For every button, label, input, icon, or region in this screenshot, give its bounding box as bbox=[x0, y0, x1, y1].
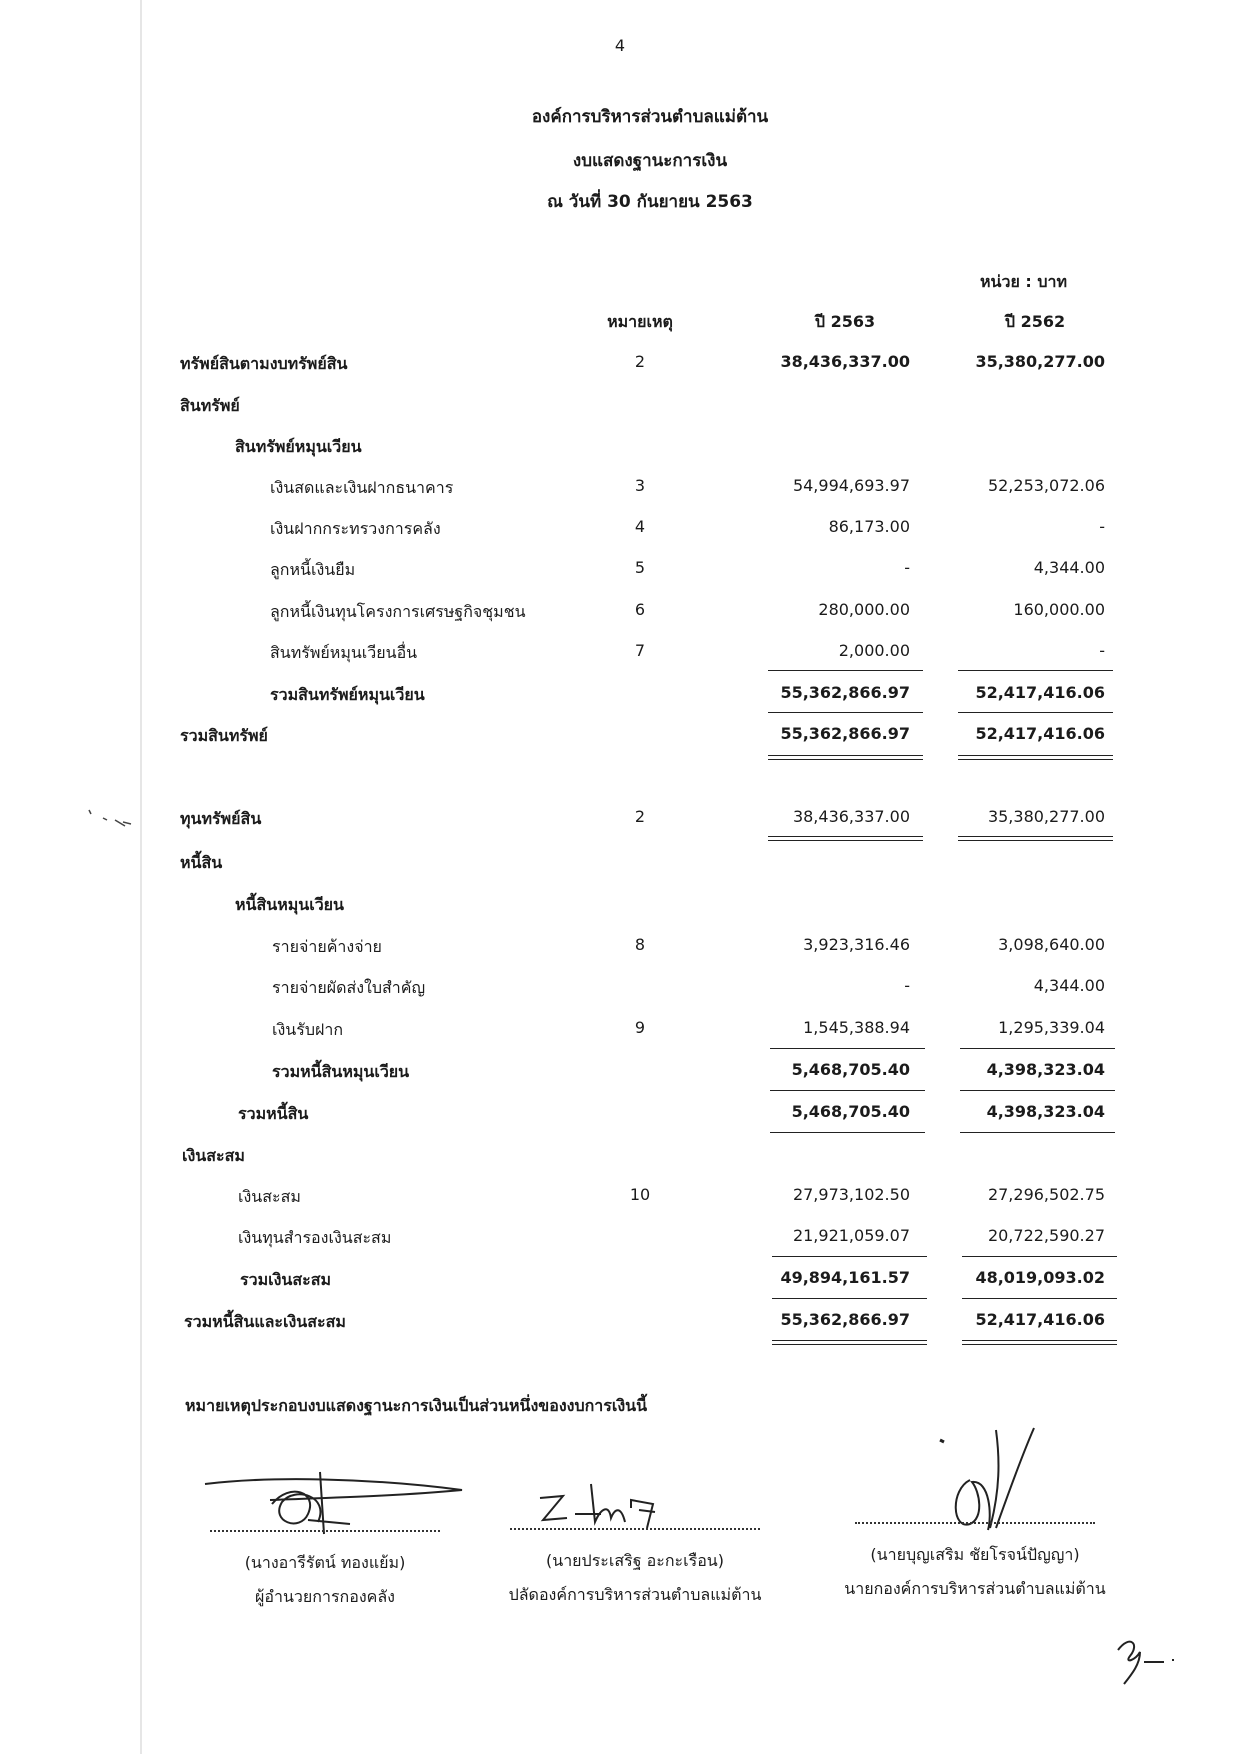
row-value-2562: 35,380,277.00 bbox=[987, 807, 1105, 826]
row-label: สินทรัพย์หมุนเวียน bbox=[235, 437, 362, 456]
org-name: องค์การบริหารส่วนตำบลแม่ต้าน bbox=[531, 107, 769, 127]
row-value-2562: - bbox=[1099, 641, 1105, 660]
row-accumulated-funds bbox=[0, 1185, 1240, 1211]
row-value-2563: 21,921,059.07 bbox=[792, 1226, 910, 1245]
total-double-rule bbox=[958, 836, 1113, 841]
row-treasury-deposits bbox=[0, 517, 1240, 543]
row-label: ลูกหนี้เงินยืม bbox=[270, 560, 356, 579]
subtotal-rule bbox=[770, 1132, 925, 1133]
row-label: สินทรัพย์ bbox=[180, 396, 240, 415]
page-number: 4 bbox=[614, 36, 626, 55]
row-value-2562: 4,398,323.04 bbox=[986, 1102, 1105, 1121]
subtotal-rule bbox=[960, 1132, 1115, 1133]
row-label: รวมสินทรัพย์ bbox=[180, 726, 268, 745]
row-total-current-assets bbox=[0, 683, 1240, 709]
row-value-2563: 55,362,866.97 bbox=[780, 683, 910, 702]
row-value-2562: - bbox=[1099, 517, 1105, 536]
row-value-2562: 48,019,093.02 bbox=[975, 1268, 1105, 1287]
row-value-2562: 20,722,590.27 bbox=[987, 1226, 1105, 1245]
row-value-2562: 52,417,416.06 bbox=[975, 683, 1105, 702]
subtotal-rule bbox=[772, 1256, 927, 1257]
statement-title: งบแสดงฐานะการเงิน bbox=[572, 151, 728, 171]
signatory-name: (นายประเสริฐ อะกะเรือน) bbox=[546, 1551, 724, 1570]
row-value-2563: 5,468,705.40 bbox=[791, 1060, 910, 1079]
row-total-accumulated-funds bbox=[0, 1268, 1240, 1294]
row-label: เงินสดและเงินฝากธนาคาร bbox=[270, 478, 454, 497]
row-label: รายจ่ายค้างจ่าย bbox=[272, 937, 382, 956]
row-value-2562: 3,098,640.00 bbox=[998, 935, 1105, 954]
row-note: 4 bbox=[634, 517, 646, 536]
row-note: 3 bbox=[634, 476, 646, 495]
subtotal-rule bbox=[962, 1298, 1117, 1299]
subtotal-rule bbox=[770, 1090, 925, 1091]
row-label: ทรัพย์สินตามงบทรัพย์สิน bbox=[180, 354, 348, 373]
row-value-2563: 55,362,866.97 bbox=[780, 724, 910, 743]
row-value-2563: 38,436,337.00 bbox=[792, 807, 910, 826]
row-value-2563: 54,994,693.97 bbox=[792, 476, 910, 495]
row-note: 2 bbox=[634, 807, 646, 826]
row-label: รวมหนี้สินหมุนเวียน bbox=[272, 1062, 410, 1081]
row-value-2563: 2,000.00 bbox=[838, 641, 910, 660]
subtotal-rule bbox=[960, 1048, 1115, 1049]
row-label: รวมหนี้สินและเงินสะสม bbox=[184, 1312, 346, 1331]
footnote: หมายเหตุประกอบงบแสดงฐานะการเงินเป็นส่วนหนึ่งของงบการเงินนี้ bbox=[185, 1396, 648, 1415]
row-label: ทุนทรัพย์สิน bbox=[180, 809, 262, 828]
row-value-2562: 52,253,072.06 bbox=[987, 476, 1105, 495]
row-total-assets bbox=[0, 724, 1240, 750]
row-value-2563: 38,436,337.00 bbox=[780, 352, 910, 371]
row-label: หนี้สิน bbox=[180, 853, 223, 872]
margin-scribble bbox=[85, 806, 145, 830]
row-note: 7 bbox=[634, 641, 646, 660]
row-value-2563: 1,545,388.94 bbox=[803, 1018, 910, 1037]
signatory-title: ปลัดองค์การบริหารส่วนตำบลแม่ต้าน bbox=[508, 1585, 762, 1604]
scan-margin-line bbox=[140, 0, 142, 1754]
column-header-2563: ปี 2563 bbox=[814, 312, 876, 331]
section-accumulated-funds bbox=[0, 1144, 1240, 1170]
row-value-2562: 4,344.00 bbox=[1033, 976, 1105, 995]
row-value-2562: 4,344.00 bbox=[1033, 558, 1105, 577]
signature-line bbox=[855, 1522, 1095, 1524]
subtotal-rule bbox=[770, 1048, 925, 1049]
row-label: เงินสะสม bbox=[238, 1187, 301, 1206]
row-label: เงินสะสม bbox=[182, 1146, 245, 1165]
row-pending-vouchers bbox=[0, 976, 1240, 1002]
subtotal-rule bbox=[772, 1298, 927, 1299]
section-liabilities bbox=[0, 851, 1240, 877]
subtotal-rule bbox=[958, 712, 1113, 713]
row-label: รวมหนี้สิน bbox=[238, 1104, 309, 1123]
initials-scribble bbox=[1110, 1630, 1180, 1690]
subtotal-rule bbox=[768, 712, 923, 713]
row-label: รวมเงินสะสม bbox=[240, 1270, 332, 1289]
signature-block-chief-administrator bbox=[490, 1528, 780, 1612]
row-value-2563: 86,173.00 bbox=[828, 517, 910, 536]
row-total-liabilities bbox=[0, 1102, 1240, 1128]
row-label: รวมสินทรัพย์หมุนเวียน bbox=[270, 685, 425, 704]
statement-date: ณ วันที่ 30 กันยายน 2563 bbox=[547, 192, 753, 212]
row-loan-receivables bbox=[0, 558, 1240, 584]
signature-line bbox=[510, 1528, 760, 1530]
section-assets bbox=[0, 394, 1240, 420]
row-label: ลูกหนี้เงินทุนโครงการเศรษฐกิจชุมชน bbox=[270, 602, 526, 621]
signature-line bbox=[210, 1530, 440, 1532]
row-deposits-received bbox=[0, 1018, 1240, 1044]
total-double-rule bbox=[962, 1340, 1117, 1345]
row-value-2562: 4,398,323.04 bbox=[986, 1060, 1105, 1079]
row-value-2563: - bbox=[904, 976, 910, 995]
signature-block-mayor bbox=[830, 1522, 1120, 1606]
row-note: 9 bbox=[634, 1018, 646, 1037]
row-value-2563: 3,923,316.46 bbox=[803, 935, 910, 954]
row-note: 2 bbox=[634, 352, 646, 371]
row-property-assets bbox=[0, 352, 1240, 378]
row-cash-deposits bbox=[0, 476, 1240, 502]
row-value-2563: - bbox=[904, 558, 910, 577]
row-value-2562: 160,000.00 bbox=[1013, 600, 1105, 619]
total-double-rule bbox=[768, 755, 923, 760]
subtotal-rule bbox=[960, 1090, 1115, 1091]
row-label: เงินรับฝาก bbox=[272, 1020, 344, 1039]
subtotal-rule bbox=[958, 670, 1113, 671]
row-value-2562: 1,295,339.04 bbox=[998, 1018, 1105, 1037]
row-note: 8 bbox=[634, 935, 646, 954]
signatory-name: (นางอารีรัตน์ ทองแย้ม) bbox=[244, 1553, 406, 1572]
signatory-name: (นายบุญเสริม ชัยโรจน์ปัญญา) bbox=[870, 1545, 1080, 1564]
row-reserve-funds bbox=[0, 1226, 1240, 1252]
row-other-current-assets bbox=[0, 641, 1240, 667]
subtotal-rule bbox=[768, 670, 923, 671]
section-current-liabilities bbox=[0, 893, 1240, 919]
total-double-rule bbox=[958, 755, 1113, 760]
row-accrued-expenses bbox=[0, 935, 1240, 961]
row-total-liabilities-and-funds bbox=[0, 1310, 1240, 1336]
row-total-current-liabilities bbox=[0, 1060, 1240, 1086]
unit-label: หน่วย : บาท bbox=[980, 272, 1068, 291]
row-value-2562: 35,380,277.00 bbox=[975, 352, 1105, 371]
row-value-2563: 49,894,161.57 bbox=[780, 1268, 910, 1287]
row-label: เงินทุนสำรองเงินสะสม bbox=[238, 1228, 392, 1247]
row-label: รายจ่ายผัดส่งใบสำคัญ bbox=[272, 978, 426, 997]
row-value-2563: 27,973,102.50 bbox=[792, 1185, 910, 1204]
column-header-note: หมายเหตุ bbox=[607, 312, 673, 331]
row-label: สินทรัพย์หมุนเวียนอื่น bbox=[270, 643, 418, 662]
signatory-title: นายกองค์การบริหารส่วนตำบลแม่ต้าน bbox=[844, 1579, 1106, 1598]
signatory-title: ผู้อำนวยการกองคลัง bbox=[255, 1587, 395, 1606]
row-value-2563: 55,362,866.97 bbox=[780, 1310, 910, 1329]
row-note: 10 bbox=[629, 1185, 651, 1204]
subtotal-rule bbox=[962, 1256, 1117, 1257]
row-value-2563: 280,000.00 bbox=[818, 600, 910, 619]
row-value-2562: 52,417,416.06 bbox=[975, 724, 1105, 743]
row-note: 5 bbox=[634, 558, 646, 577]
total-double-rule bbox=[772, 1340, 927, 1345]
section-current-assets bbox=[0, 435, 1240, 461]
row-label: เงินฝากกระทรวงการคลัง bbox=[270, 519, 441, 538]
row-note: 6 bbox=[634, 600, 646, 619]
row-property-capital bbox=[0, 807, 1240, 833]
total-double-rule bbox=[768, 836, 923, 841]
signature-block-finance-director bbox=[195, 1530, 455, 1614]
row-label: หนี้สินหมุนเวียน bbox=[235, 895, 344, 914]
row-value-2562: 27,296,502.75 bbox=[987, 1185, 1105, 1204]
row-value-2562: 52,417,416.06 bbox=[975, 1310, 1105, 1329]
column-header-2562: ปี 2562 bbox=[1004, 312, 1066, 331]
row-community-economy-receivables bbox=[0, 600, 1240, 626]
row-value-2563: 5,468,705.40 bbox=[791, 1102, 910, 1121]
